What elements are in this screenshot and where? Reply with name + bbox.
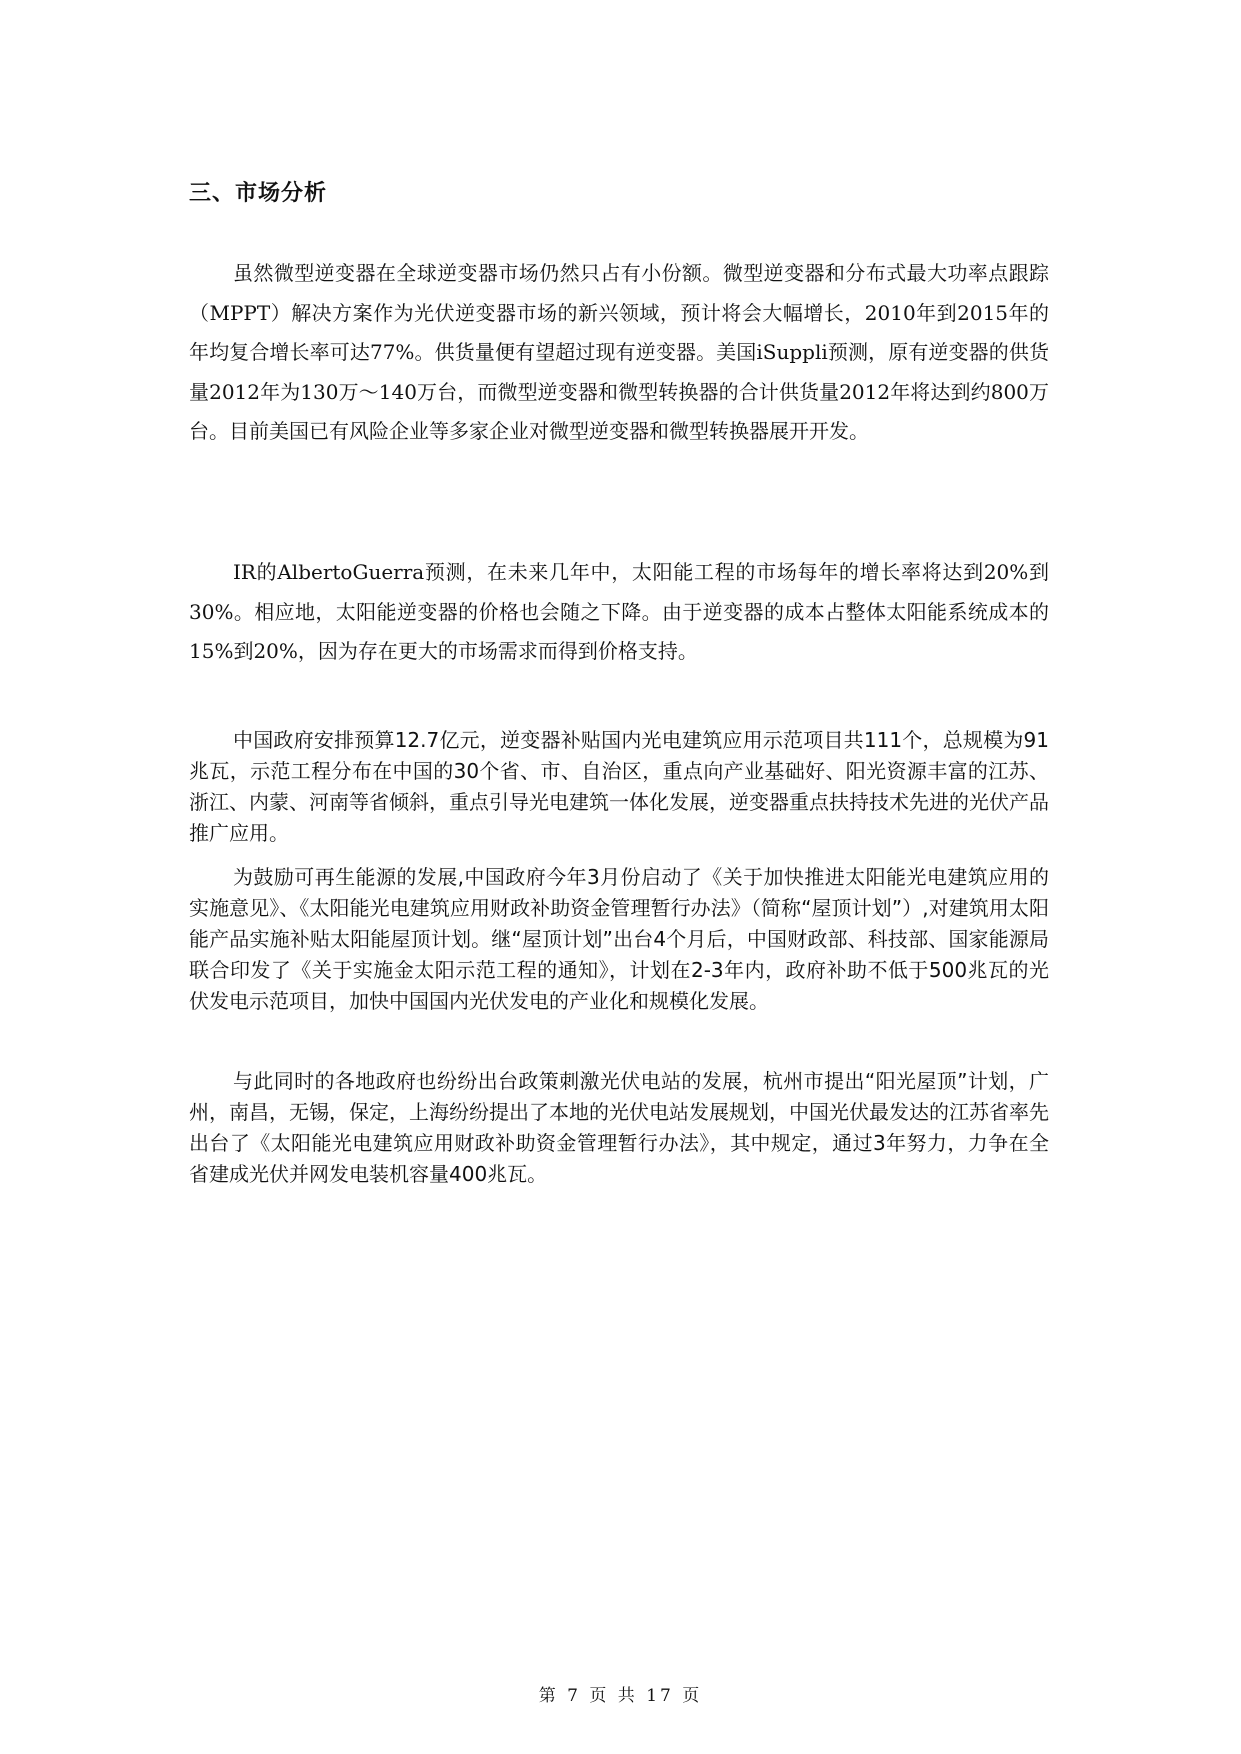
paragraph-microinverter-market: 虽然微型逆变器在全球逆变器市场仍然只占有小份额。微型逆变器和分布式最大功率点跟踪（MPPT）解决方案作为光伏逆变器市场的新兴领域，预计将会大幅增长，2010年到2015年的年均复合增长率可达77%。供货量便有望超过现有逆变器。美国iSuppli预测，原有逆变器的供货量2012年为130万～140万台，而微型逆变器和微型转换器的合计供货量2012年将达到约800万台。目前美国已有风险企业等多家企业对微型逆变器和微型转换器展开开发。	[189, 261, 1049, 443]
paragraph-ir-forecast: IR的AlbertoGuerra预测，在未来几年中，太阳能工程的市场每年的增长率将达到20%到30%。相应地，太阳能逆变器的价格也会随之下降。由于逆变器的成本占整体太阳能系统成本的15%到20%，因为存在更大的市场需求而得到价格支持。	[189, 560, 1049, 663]
section-heading: 三、市场分析	[189, 181, 328, 206]
paragraph-local-policies: 与此同时的各地政府也纷纷出台政策刺激光伏电站的发展，杭州市提出“阳光屋顶”计划，广州，南昌，无锡，保定，上海纷纷提出了本地的光伏电站发展规划，中国光伏最发达的江苏省率先出台了《太阳能光电建筑应用财政补助资金管理暂行办法》，其中规定，通过3年努力，力争在全省建成光伏并网发电装机容量400兆瓦。	[189, 1069, 1049, 1186]
paragraph-rooftop-plan: 为鼓励可再生能源的发展,中国政府今年3月份启动了《关于加快推进太阳能光电建筑应用的实施意见》、《太阳能光电建筑应用财政补助资金管理暂行办法》（简称“屋顶计划”）,对建筑用太阳能产品实施补贴太阳能屋顶计划。继“屋顶计划”出台4个月后，中国财政部、科技部、国家能源局联合印发了《关于实施金太阳示范工程的通知》，计划在2-3年内，政府补助不低于500兆瓦的光伏发电示范项目，加快中国国内光伏发电的产业化和规模化发展。	[189, 865, 1049, 1013]
paragraph-government-budget: 中国政府安排预算12.7亿元，逆变器补贴国内光电建筑应用示范项目共111个，总规模为91兆瓦，示范工程分布在中国的30个省、市、自治区，重点向产业基础好、阳光资源丰富的江苏、浙江、内蒙、河南等省倾斜，重点引导光电建筑一体化发展，逆变器重点扶持技术先进的光伏产品推广应用。	[189, 728, 1049, 845]
page-footer: 第 7 页 共 17 页	[538, 1686, 703, 1706]
